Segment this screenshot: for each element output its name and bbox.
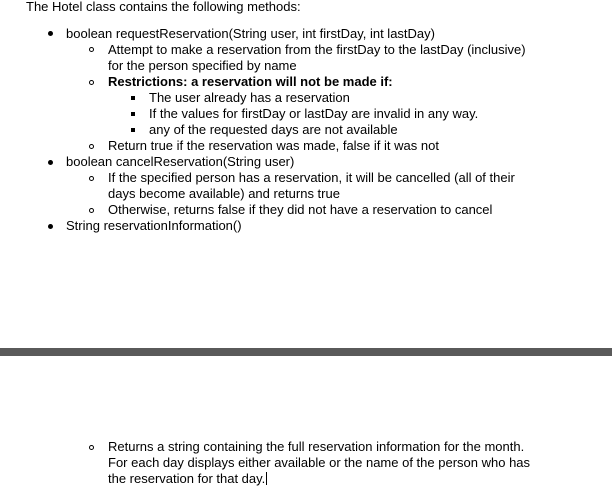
circle-bullet-icon — [89, 47, 94, 52]
circle-bullet-icon — [89, 80, 94, 85]
circle-bullet-icon — [89, 445, 94, 450]
method-detail: If the specified person has a reservation, it will be cancelled (all of their — [108, 170, 515, 185]
bullet-icon — [48, 160, 53, 165]
method-detail: Attempt to make a reservation from the firstDay to the lastDay (inclusive) — [108, 42, 526, 57]
page-gap — [0, 356, 612, 362]
method-return: Return true if the reservation was made, false if it was not — [108, 138, 439, 153]
method-signature: boolean cancelReservation(String user) — [66, 154, 295, 169]
restrictions-heading: Restrictions: a reservation will not be made if: — [108, 74, 393, 89]
square-bullet-icon — [131, 96, 135, 100]
square-bullet-icon — [131, 112, 135, 116]
method-detail-last — [108, 471, 267, 487]
restriction-item: any of the requested days are not available — [149, 122, 398, 137]
circle-bullet-icon — [89, 176, 94, 181]
circle-bullet-icon — [89, 208, 94, 213]
page-break-divider — [0, 348, 612, 356]
method-detail: Returns a string containing the full reservation information for the month. — [108, 439, 525, 454]
method-detail: days become available) and returns true — [108, 186, 340, 201]
bullet-icon — [48, 224, 53, 229]
method-otherwise: Otherwise, returns false if they did not have a reservation to cancel — [108, 202, 493, 217]
bullet-icon — [48, 31, 53, 36]
intro-text: The Hotel class contains the following methods: — [26, 0, 301, 14]
method-detail: For each day displays either available or the name of the person who has — [108, 455, 531, 470]
text-cursor — [266, 472, 267, 485]
method-signature: boolean requestReservation(String user, int firstDay, int lastDay) — [66, 26, 435, 41]
restriction-item: If the values for firstDay or lastDay are invalid in any way. — [149, 106, 479, 121]
method-signature: String reservationInformation() — [66, 218, 242, 233]
square-bullet-icon — [131, 128, 135, 132]
method-detail-text: the reservation for that day. — [108, 471, 266, 486]
restriction-item: The user already has a reservation — [149, 90, 350, 105]
circle-bullet-icon — [89, 144, 94, 149]
method-detail: for the person specified by name — [108, 58, 297, 73]
